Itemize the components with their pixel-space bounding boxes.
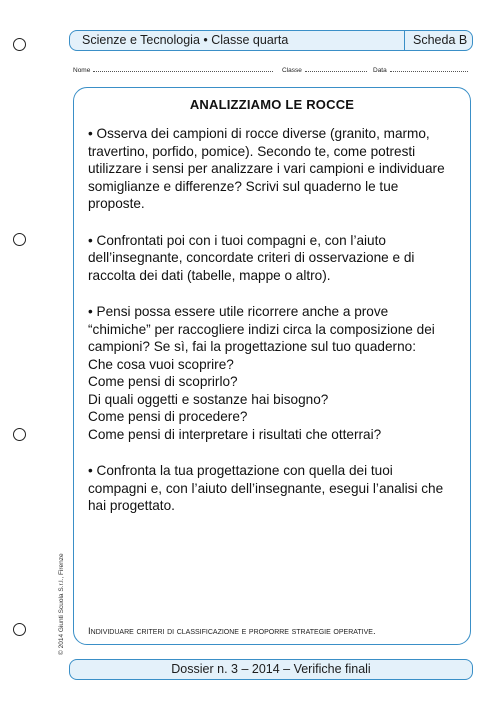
exercise-card [73, 87, 471, 645]
text-line: dell’insegnante, concordate criteri di osservazione e di [88, 250, 415, 265]
text-line: compagni e, con l’aiuto dell’insegnante, esegui l’analisi che [88, 480, 444, 496]
text-line: Come pensi di scoprirlo? [88, 374, 238, 389]
binder-hole-1 [13, 38, 26, 51]
header-bar [69, 30, 473, 51]
paragraph-3 [88, 303, 462, 443]
text-line: utilizzare i sensi per analizzare i vari campioni e individuare [88, 161, 445, 176]
text-line: campioni? Se sì, fai la progettazione sul tuo quaderno: [88, 339, 416, 354]
name-field[interactable] [73, 65, 273, 74]
text-line: • Confrontati poi con i tuoi compagni e, con l’aiuto [88, 232, 386, 248]
exercise-body [88, 125, 462, 534]
class-blank[interactable] [305, 65, 367, 72]
date-field[interactable] [373, 65, 468, 74]
binder-hole-2 [13, 233, 26, 246]
text-line: Di quali oggetti e sostanze hai bisogno? [88, 391, 329, 407]
text-line: proposte. [88, 196, 145, 211]
class-field[interactable] [282, 65, 367, 74]
copyright-notice: © 2014 Giunti Scuola S.r.l., Firenze [58, 553, 65, 655]
text-line: Che cosa vuoi scoprire? [88, 356, 234, 372]
footer-text: Dossier n. 3 – 2014 – Verifiche finali [171, 662, 371, 676]
text-line: travertino, porfido, pomice). Secondo te, come potresti [88, 143, 416, 159]
subject-title: Scienze e Tecnologia • Classe quarta [82, 33, 289, 47]
paragraph-1 [88, 125, 462, 213]
learning-objective: Individuare criteri di classificazione e proporre strategie operative. [88, 626, 376, 637]
worksheet-label: Scheda B [413, 33, 468, 47]
text-line: Come pensi di procedere? [88, 409, 248, 424]
name-label: Nome [73, 67, 91, 74]
header-divider [404, 31, 405, 50]
date-label: Data [373, 67, 387, 74]
text-line: • Pensi possa essere utile ricorrere anche a prove [88, 304, 389, 319]
text-line: somiglianze e differenze? Scrivi sul quaderno le tue [88, 178, 399, 194]
text-line: Come pensi di interpretare i risultati che otterrai? [88, 426, 382, 442]
footer-bar [69, 659, 473, 680]
card-title: ANALIZZIAMO LE ROCCE [189, 97, 355, 112]
date-blank[interactable] [390, 65, 468, 72]
text-line: • Osserva dei campioni di rocce diverse (granito, marmo, [88, 126, 430, 141]
text-line: • Confronta la tua progettazione con quella dei tuoi [88, 463, 393, 478]
text-line: “chimiche” per raccogliere indizi circa la composizione dei [88, 321, 435, 337]
name-blank[interactable] [93, 65, 273, 72]
class-label: Classe [282, 67, 302, 74]
paragraph-4 [88, 462, 462, 515]
binder-hole-4 [13, 623, 26, 636]
binder-hole-3 [13, 428, 26, 441]
text-line: raccolta dei dati (tabelle, mappe o altro). [88, 267, 331, 283]
text-line: hai progettato. [88, 498, 175, 513]
paragraph-2 [88, 232, 462, 285]
